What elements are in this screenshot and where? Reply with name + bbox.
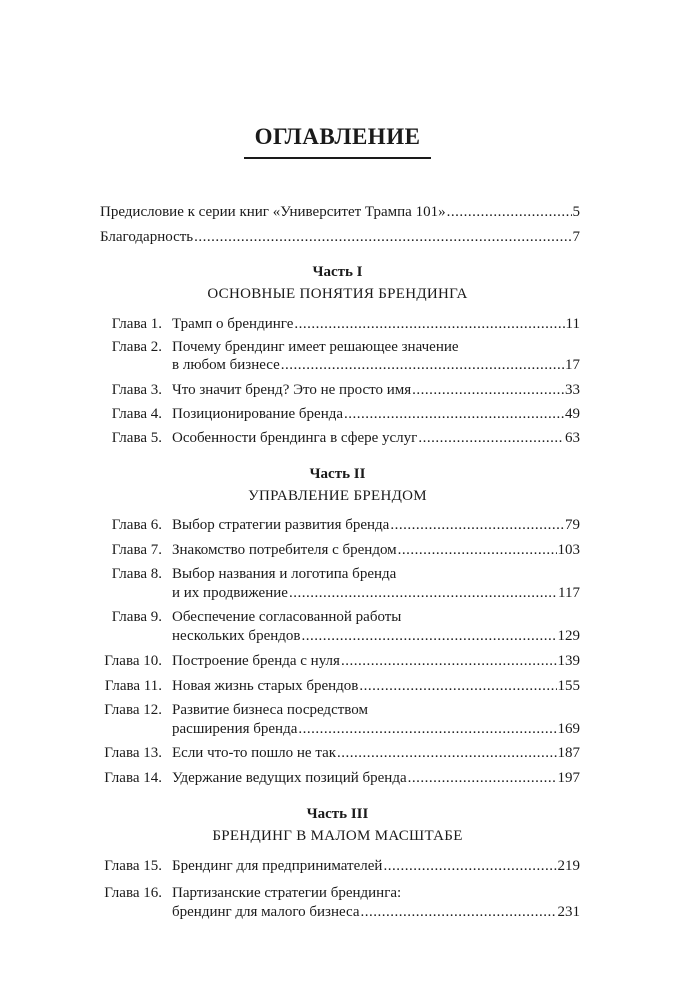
toc-entry-chapter[interactable] — [172, 903, 580, 921]
part-title: БРЕНДИНГ В МАЛОМ МАСШТАБЕ — [212, 828, 463, 844]
entry-page: 63 — [565, 430, 580, 446]
leader-dots — [447, 203, 572, 221]
entry-title-line1: Почему брендинг имеет решающее значение — [172, 339, 459, 355]
chapter-number: Глава 12. — [104, 702, 162, 718]
leader-dots — [412, 381, 564, 399]
entry-page: 5 — [572, 204, 580, 220]
entry-page: 155 — [557, 678, 580, 694]
entry-title: Брендинг для предпринимателей — [172, 858, 383, 874]
leader-dots — [194, 228, 571, 246]
leader-dots — [337, 744, 556, 762]
chapter-number: Глава 15. — [104, 858, 162, 874]
page-title: ОГЛАВЛЕНИЕ — [254, 124, 421, 149]
title-underline — [244, 157, 431, 159]
toc-entry-chapter[interactable] — [172, 516, 580, 534]
entry-page: 187 — [557, 745, 580, 761]
entry-page: 79 — [565, 517, 580, 533]
chapter-number: Глава 6. — [111, 517, 162, 533]
toc-entry-chapter[interactable] — [172, 315, 580, 333]
chapter-number: Глава 2. — [111, 339, 162, 355]
toc-entry-chapter[interactable] — [172, 652, 580, 670]
toc-entry-chapter[interactable] — [172, 356, 580, 374]
chapter-number: Глава 5. — [111, 430, 162, 446]
part-label: Часть I — [312, 264, 363, 280]
part-title: УПРАВЛЕНИЕ БРЕНДОМ — [248, 488, 427, 504]
entry-page: 129 — [557, 628, 580, 644]
toc-entry-chapter[interactable] — [172, 584, 580, 602]
entry-page: 49 — [565, 406, 580, 422]
entry-title: нескольких брендов — [172, 628, 301, 644]
toc-entry-chapter[interactable] — [172, 541, 580, 559]
entry-title-line1: Обеспечение согласованной работы — [172, 609, 402, 625]
entry-page: 17 — [565, 357, 580, 373]
chapter-number: Глава 7. — [111, 542, 162, 558]
toc-entry-preface[interactable] — [100, 203, 580, 221]
leader-dots — [281, 356, 564, 374]
entry-title: Особенности брендинга в сфере услуг — [172, 430, 418, 446]
leader-dots — [289, 584, 557, 602]
toc-entry-chapter[interactable] — [172, 677, 580, 695]
part-label: Часть III — [306, 806, 369, 822]
toc-entry-chapter[interactable] — [172, 720, 580, 738]
entry-page: 139 — [557, 653, 580, 669]
leader-dots — [390, 516, 564, 534]
entry-page: 7 — [572, 229, 580, 245]
chapter-number: Глава 3. — [111, 382, 162, 398]
entry-title-line1: Развитие бизнеса посредством — [172, 702, 368, 718]
leader-dots — [301, 627, 556, 645]
chapter-number: Глава 9. — [111, 609, 162, 625]
entry-title: и их продвижение — [172, 585, 288, 601]
entry-page: 11 — [565, 316, 580, 332]
chapter-number: Глава 11. — [104, 678, 162, 694]
entry-title: Позиционирование бренда — [172, 406, 344, 422]
entry-title: Что значит бренд? Это не просто имя — [172, 382, 412, 398]
leader-dots — [298, 720, 556, 738]
leader-dots — [398, 541, 557, 559]
entry-title: в любом бизнесе — [172, 357, 280, 373]
toc-entry-acknowledgements[interactable] — [100, 228, 580, 246]
entry-page: 117 — [558, 585, 580, 601]
entry-page: 169 — [557, 721, 580, 737]
leader-dots — [408, 769, 557, 787]
chapter-number: Глава 1. — [111, 316, 162, 332]
toc-entry-chapter[interactable] — [172, 405, 580, 423]
toc-entry-chapter[interactable] — [172, 627, 580, 645]
entry-title: расширения бренда — [172, 721, 298, 737]
leader-dots — [294, 315, 564, 333]
leader-dots — [341, 652, 557, 670]
entry-title: Предисловие к серии книг «Университет Трампа 101» — [100, 204, 446, 220]
entry-title: Трамп о брендинге — [172, 316, 294, 332]
entry-page: 33 — [565, 382, 580, 398]
entry-title: Выбор стратегии развития бренда — [172, 517, 390, 533]
chapter-number: Глава 4. — [111, 406, 162, 422]
entry-page: 219 — [557, 858, 580, 874]
chapter-number: Глава 16. — [104, 885, 162, 901]
entry-title-line1: Партизанские стратегии брендинга: — [172, 885, 402, 901]
toc-entry-chapter[interactable] — [172, 744, 580, 762]
leader-dots — [359, 677, 556, 695]
chapter-number: Глава 14. — [104, 770, 162, 786]
entry-page: 231 — [557, 904, 580, 920]
entry-title: брендинг для малого бизнеса — [172, 904, 360, 920]
entry-title: Знакомство потребителя с брендом — [172, 542, 397, 558]
toc-entry-chapter[interactable] — [172, 429, 580, 447]
chapter-number: Глава 13. — [104, 745, 162, 761]
entry-title: Удержание ведущих позиций бренда — [172, 770, 407, 786]
entry-title: Новая жизнь старых брендов — [172, 678, 359, 694]
toc-entry-chapter[interactable] — [172, 381, 580, 399]
leader-dots — [344, 405, 564, 423]
entry-page: 103 — [557, 542, 580, 558]
entry-title-line1: Выбор названия и логотипа бренда — [172, 566, 397, 582]
entry-title: Если что-то пошло не так — [172, 745, 337, 761]
toc-entry-chapter[interactable] — [172, 857, 580, 875]
chapter-number: Глава 10. — [104, 653, 162, 669]
toc-entry-chapter[interactable] — [172, 769, 580, 787]
entry-title: Благодарность — [100, 229, 194, 245]
chapter-number: Глава 8. — [111, 566, 162, 582]
part-title: ОСНОВНЫЕ ПОНЯТИЯ БРЕНДИНГА — [207, 286, 468, 302]
entry-title: Построение бренда с нуля — [172, 653, 340, 669]
leader-dots — [383, 857, 556, 875]
leader-dots — [418, 429, 564, 447]
part-label: Часть II — [309, 466, 366, 482]
leader-dots — [361, 903, 557, 921]
entry-page: 197 — [557, 770, 580, 786]
